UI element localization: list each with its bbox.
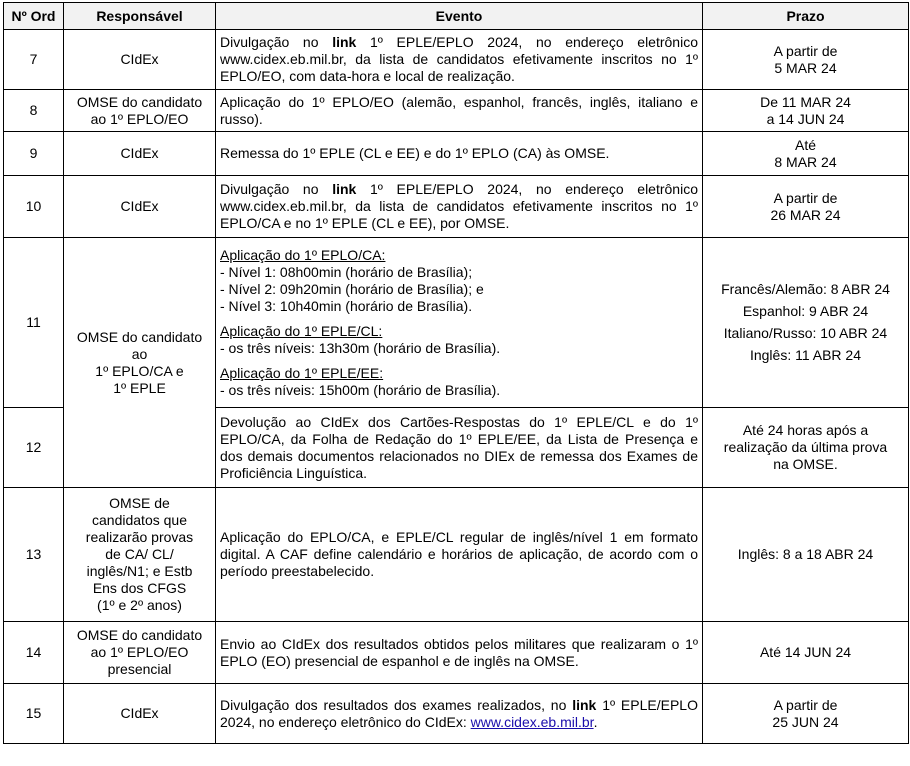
section-title-ee: Aplicação do 1º EPLE/EE: [220, 364, 384, 381]
row-ord: 11 [4, 238, 64, 408]
header-evento: Evento [216, 3, 703, 30]
row-responsavel: OMSE do candidato ao 1º EPLO/CA e 1º EPLE [64, 238, 216, 488]
header-ord: Nº Ord [4, 3, 64, 30]
row-responsavel: CIdEx [64, 30, 216, 90]
table-row [4, 176, 909, 238]
row-evento: Divulgação dos resultados dos exames realizados, no link 1º EPLE/EPLO 2024, no endereço eletrônico do CIdEx: www.cidex.eb.mil.br. [216, 684, 703, 744]
row-evento: Aplicação do 1º EPLO/CA: - Nível 1: 08h00min (horário de Brasília); - Nível 2: 09h20min (horário de Brasília); e - Nível 3: 10h40min (horário de Brasília). Aplicação do 1º EPLE/CL: - os três níveis: 13h30m (horário de Brasília). Aplicação do 1º EPLE/EE: - os três níveis: 15h00m (horário de Brasília). [216, 238, 703, 408]
section-title-ca: Aplicação do 1º EPLO/CA: [220, 246, 386, 263]
row-responsavel: OMSE do candidato ao 1º EPLO/EO presencial [64, 622, 216, 684]
header-prazo: Prazo [703, 3, 909, 30]
link-word: link [332, 34, 357, 50]
row-prazo: Até 14 JUN 24 [703, 622, 909, 684]
table-row [4, 238, 909, 408]
row-evento: Aplicação do EPLO/CA, e EPLE/CL regular de inglês/nível 1 em formato digital. A CAF define calendário e horários de aplicação, de acordo com o período preestabelecido. [216, 488, 703, 622]
row-responsavel: CIdEx [64, 176, 216, 238]
row-prazo: A partir de 5 MAR 24 [703, 30, 909, 90]
row-ord: 10 [4, 176, 64, 238]
table-row [4, 90, 909, 132]
row-responsavel: CIdEx [64, 132, 216, 176]
row-prazo: De 11 MAR 24 a 14 JUN 24 [703, 90, 909, 132]
table-row [4, 132, 909, 176]
row-ord: 15 [4, 684, 64, 744]
cidex-url-link[interactable]: www.cidex.eb.mil.br [470, 713, 594, 730]
link-word: link [572, 696, 597, 713]
row-prazo: Até 24 horas após a realização da última prova na OMSE. [703, 408, 909, 488]
row-ord: 13 [4, 488, 64, 622]
row-responsavel: OMSE de candidatos que realizarão provas de CA/ CL/ inglês/N1; e Estb Ens dos CFGS (1º e 2º anos) [64, 488, 216, 622]
row-ord: 12 [4, 408, 64, 488]
row-ord: 7 [4, 30, 64, 90]
link-word: link [332, 181, 357, 197]
row-prazo: Inglês: 8 a 18 ABR 24 [703, 488, 909, 622]
row-evento: Divulgação no link 1º EPLE/EPLO 2024, no endereço eletrônico www.cidex.eb.mil.br, da lista de candidatos efetivamente inscritos no 1º EPLO/EO, com data-hora e local de realização. [216, 30, 703, 90]
row-evento: Remessa do 1º EPLE (CL e EE) e do 1º EPLO (CA) às OMSE. [216, 132, 703, 176]
row-ord: 8 [4, 90, 64, 132]
row-responsavel: CIdEx [64, 684, 216, 744]
row-prazo: A partir de 25 JUN 24 [703, 684, 909, 744]
row-prazo: A partir de 26 MAR 24 [703, 176, 909, 238]
table-row [4, 30, 909, 90]
table-row [4, 684, 909, 744]
row-ord: 14 [4, 622, 64, 684]
row-ord: 9 [4, 132, 64, 176]
section-title-cl: Aplicação do 1º EPLE/CL: [220, 322, 383, 339]
table-row [4, 488, 909, 622]
row-evento: Devolução ao CIdEx dos Cartões-Respostas do 1º EPLE/CL e do 1º EPLO/CA, da Folha de Redação do 1º EPLE/EE, da Lista de Presença e dos demais documentos relacionados no DIEx de remessa dos Exames de Proficiência Linguística. [216, 408, 703, 488]
row-evento: Aplicação do 1º EPLO/EO (alemão, espanhol, francês, inglês, italiano e russo). [216, 90, 703, 132]
row-evento: Divulgação no link 1º EPLE/EPLO 2024, no endereço eletrônico www.cidex.eb.mil.br, da lista de candidatos efetivamente inscritos no 1º EPLO/CA e no 1º EPLE (CL e EE), por OMSE. [216, 176, 703, 238]
table-row [4, 622, 909, 684]
schedule-table [3, 2, 909, 744]
header-responsavel: Responsável [64, 3, 216, 30]
row-responsavel: OMSE do candidato ao 1º EPLO/EO [64, 90, 216, 132]
row-prazo: Até 8 MAR 24 [703, 132, 909, 176]
header-row [4, 3, 909, 30]
row-evento: Envio ao CIdEx dos resultados obtidos pelos militares que realizaram o 1º EPLO (EO) presencial de espanhol e de inglês na OMSE. [216, 622, 703, 684]
row-prazo: Francês/Alemão: 8 ABR 24 Espanhol: 9 ABR 24 Italiano/Russo: 10 ABR 24 Inglês: 11 ABR 24 [703, 238, 909, 408]
